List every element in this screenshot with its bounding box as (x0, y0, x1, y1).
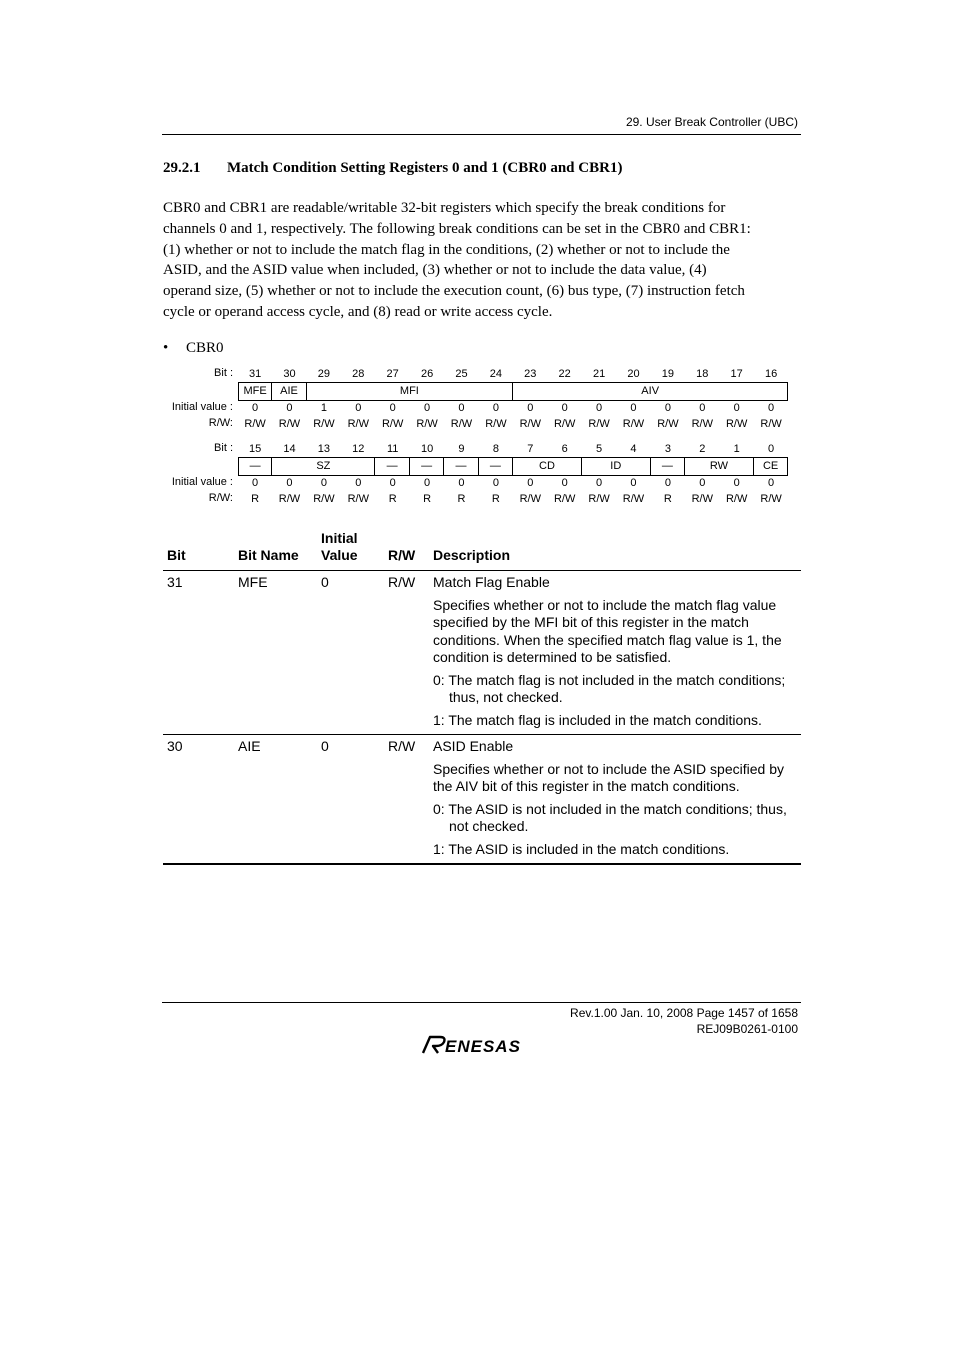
table-row (163, 571, 801, 735)
running-header: 29. User Break Controller (UBC) (625, 115, 798, 129)
field-row-upper (238, 382, 788, 401)
bit-number: 10 (420, 443, 434, 455)
initial-value: 0 (733, 402, 740, 414)
header-rw: R/W (388, 547, 416, 563)
initial-value: 0 (630, 477, 637, 489)
rw-value: R/W (691, 418, 713, 430)
initial-value: 0 (596, 477, 603, 489)
bit-number: 20 (627, 368, 640, 380)
rw-value: R/W (278, 493, 301, 505)
rw-value: R/W (519, 418, 541, 430)
rw-value: R (457, 493, 466, 505)
initial-value: 1 (320, 402, 327, 414)
bit-number: 30 (283, 368, 296, 380)
bit-number: 25 (455, 368, 468, 380)
register-field: AIV (512, 382, 788, 401)
rw-value: R/W (725, 493, 748, 505)
initial-label-lower: Initial value : (171, 476, 233, 488)
desc-title: ASID Enable (433, 738, 514, 754)
initial-value: 0 (389, 402, 396, 414)
rw-value: R/W (553, 418, 576, 430)
bit-number: 24 (489, 368, 502, 380)
bit-number: 29 (317, 368, 330, 380)
rw-value: R/W (588, 418, 610, 430)
initial-value: 0 (733, 477, 740, 489)
rw-value: R/W (725, 418, 748, 430)
bit-number: 15 (248, 443, 262, 455)
row-bit-name: AIE (238, 738, 261, 754)
desc-text: Specifies whether or not to include the match flag value specified by the MFI bit of this register in the match conditions. When the specified match flag value is 1, the condition is determined to be satisfied. (433, 596, 782, 665)
row-rw: R/W (388, 574, 416, 590)
register-bullet (163, 340, 224, 357)
bit-number: 13 (317, 443, 330, 455)
bit-number: 2 (699, 443, 706, 455)
bit-number: 18 (696, 368, 709, 380)
rw-value: R (251, 493, 260, 505)
initial-value: 0 (492, 477, 499, 489)
logo-r-mark (423, 1037, 445, 1053)
bullet-symbol: • (163, 340, 169, 356)
table-row (163, 735, 801, 865)
bullet-label: CBR0 (186, 340, 224, 356)
field-row-lower (238, 457, 788, 476)
bit-number: 23 (524, 368, 537, 380)
rw-value: R/W (760, 418, 782, 430)
bit-number: 8 (492, 443, 499, 455)
register-field: AIE (271, 382, 306, 401)
initial-value: 0 (527, 477, 534, 489)
row-initial: 0 (321, 738, 329, 754)
intro-line: channels 0 and 1, respectively. The following break conditions can be set in the CBR0 and CBR1: (163, 220, 751, 237)
bit-number: 31 (248, 368, 262, 380)
bit-label-upper: Bit : (214, 367, 233, 379)
register-field: — (443, 457, 478, 476)
section-heading (163, 160, 622, 177)
initial-value: 0 (596, 402, 603, 414)
register-field: — (650, 457, 685, 476)
rw-value: R (423, 493, 432, 505)
renesas-logo-icon (420, 1033, 544, 1057)
intro-line: operand size, (5) whether or not to include the execution count, (6) bus type, (7) instruction fetch (163, 283, 745, 300)
bit-number: 28 (352, 368, 365, 380)
desc-option: 0: The match flag is not included in the match conditions; thus, not checked. (433, 671, 786, 705)
initial-value: 0 (561, 477, 568, 489)
header-initial-value (321, 530, 358, 564)
row-bit: 31 (167, 574, 183, 590)
intro-line: CBR0 and CBR1 are readable/writable 32-bit registers which specify the break conditions for (163, 200, 726, 216)
rw-value: R/W (691, 493, 713, 505)
bit-number: 21 (592, 368, 606, 380)
row-rw: R/W (388, 738, 416, 754)
row-bit: 30 (167, 738, 183, 754)
bit-number: 0 (768, 443, 775, 455)
rw-label-lower: R/W: (208, 492, 233, 504)
bit-number: 14 (283, 443, 296, 455)
initial-value: 0 (527, 402, 534, 414)
register-field: — (478, 457, 513, 476)
initial-value: 0 (699, 402, 706, 414)
rw-value: R/W (416, 418, 438, 430)
header-description: Description (433, 547, 511, 563)
rw-label-upper: R/W: (208, 417, 233, 429)
bit-number: 26 (420, 368, 434, 380)
desc-title: Match Flag Enable (433, 574, 550, 590)
bit-number: 9 (458, 443, 465, 455)
rw-value: R/W (485, 418, 507, 430)
rw-value: R/W (381, 418, 404, 430)
initial-value: 0 (355, 402, 362, 414)
section-number: 29.2.1 (163, 160, 201, 176)
bit-number: 5 (596, 443, 603, 455)
bit-number: 6 (561, 443, 568, 455)
intro-line: ASID, and the ASID value when included, (3) whether or not to include the data value, (4) (163, 262, 707, 279)
initial-value: 0 (286, 402, 293, 414)
header-initial-line2: Value (321, 547, 358, 563)
logo-wordmark: ENESAS (445, 1037, 521, 1056)
initial-value: 0 (492, 402, 499, 414)
bit-number: 7 (527, 443, 534, 455)
desc-option: 1: The ASID is included in the match conditions. (433, 840, 730, 857)
register-field: — (409, 457, 444, 476)
initial-value: 0 (699, 477, 706, 489)
row-initial: 0 (321, 574, 329, 590)
initial-value: 0 (458, 477, 465, 489)
initial-value: 0 (252, 477, 259, 489)
initial-value: 0 (561, 402, 568, 414)
initial-value: 0 (424, 402, 431, 414)
intro-paragraph (163, 198, 803, 323)
rw-value: R/W (760, 493, 782, 505)
rw-value: R/W (450, 418, 473, 430)
row-description (433, 571, 801, 734)
row-bit-name: MFE (238, 574, 268, 590)
register-field: MFE (238, 382, 272, 401)
initial-value: 0 (355, 477, 362, 489)
register-field: — (374, 457, 409, 476)
rw-value: R/W (278, 418, 301, 430)
rw-value: R/W (622, 493, 645, 505)
initial-value: 0 (320, 477, 327, 489)
rw-value: R/W (347, 493, 369, 505)
bit-number: 16 (764, 368, 778, 380)
desc-option: 0: The ASID is not included in the match conditions; thus, not checked. (433, 800, 787, 834)
register-field: SZ (271, 457, 375, 476)
section-title: Match Condition Setting Registers 0 and 1 (CBR0 and CBR1) (227, 160, 623, 176)
initial-value: 0 (768, 402, 775, 414)
bit-number: 4 (630, 443, 637, 455)
bit-number: 1 (733, 443, 740, 455)
initial-value: 0 (664, 477, 671, 489)
initial-value: 0 (664, 402, 671, 414)
register-field: MFI (306, 382, 513, 401)
bit-description-table (163, 528, 801, 865)
rw-value: R/W (313, 418, 335, 430)
initial-value: 0 (768, 477, 775, 489)
bit-number: 11 (386, 443, 399, 455)
rw-value: R/W (657, 418, 679, 430)
footer-rev-line: Rev.1.00 Jan. 10, 2008 Page 1457 of 1658 (570, 1006, 798, 1020)
header-bit: Bit (167, 547, 186, 563)
desc-option: 1: The match flag is included in the match conditions. (433, 711, 762, 728)
initial-value: 0 (252, 402, 259, 414)
rw-value: R (388, 493, 397, 505)
initial-value: 0 (424, 477, 431, 489)
bit-number: 22 (558, 368, 571, 380)
header-bit-name: Bit Name (238, 547, 299, 563)
register-field: CD (512, 457, 582, 476)
rw-value: R/W (519, 493, 541, 505)
intro-line: cycle or operand access cycle, and (8) read or write access cycle. (163, 303, 553, 320)
header-rule (162, 134, 801, 135)
header-initial-line1: Initial (321, 530, 358, 546)
table-header (163, 528, 801, 571)
bit-number: 3 (664, 443, 671, 455)
register-field: — (238, 457, 272, 476)
footer-revision (570, 1006, 798, 1037)
register-field: ID (581, 457, 651, 476)
rw-value: R/W (553, 493, 576, 505)
rw-value: R (491, 493, 500, 505)
footer-doc-number: REJ09B0261-0100 (696, 1021, 798, 1036)
rw-value: R/W (588, 493, 610, 505)
rw-value: R/W (313, 493, 335, 505)
bit-number: 12 (352, 443, 365, 455)
bit-number: 17 (730, 368, 743, 380)
rw-value: R/W (622, 418, 645, 430)
rw-value: R/W (244, 418, 266, 430)
intro-line: (1) whether or not to include the match flag in the conditions, (2) whether or not to include the (163, 241, 730, 258)
initial-value: 0 (286, 477, 293, 489)
footer-rule (162, 1002, 801, 1003)
register-field: CE (753, 457, 788, 476)
initial-label-upper: Initial value : (171, 401, 233, 413)
rw-value: R/W (347, 418, 369, 430)
desc-text: Specifies whether or not to include the ASID specified by the AIV bit of this register in the match conditions. (433, 760, 784, 794)
rw-value: R (663, 493, 672, 505)
row-description (433, 735, 801, 863)
initial-value: 0 (630, 402, 637, 414)
bit-number: 19 (661, 368, 674, 380)
initial-value: 0 (389, 477, 396, 489)
register-field: RW (684, 457, 754, 476)
bit-number: 27 (386, 368, 399, 380)
renesas-logo (420, 1033, 544, 1062)
initial-value: 0 (458, 402, 465, 414)
bit-label-lower: Bit : (214, 442, 233, 454)
